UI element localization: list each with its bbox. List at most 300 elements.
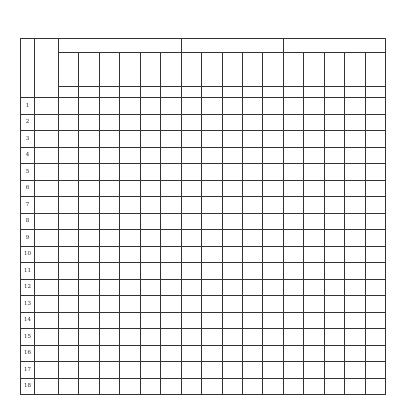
table-cell bbox=[120, 345, 140, 362]
table-cell bbox=[99, 362, 119, 379]
table-cell bbox=[345, 246, 365, 263]
table-cell bbox=[59, 263, 79, 280]
table-cell bbox=[324, 98, 344, 115]
table-cell bbox=[79, 246, 99, 263]
table-cell bbox=[99, 230, 119, 247]
row-name bbox=[35, 147, 59, 164]
row-name bbox=[35, 312, 59, 329]
table-cell bbox=[242, 246, 262, 263]
table-cell bbox=[283, 213, 303, 230]
row-name bbox=[35, 345, 59, 362]
table-cell bbox=[79, 164, 99, 181]
row-name bbox=[35, 98, 59, 115]
header-column-row bbox=[21, 53, 386, 87]
table-cell bbox=[283, 180, 303, 197]
row-number: 6 bbox=[21, 180, 35, 197]
table-cell bbox=[324, 180, 344, 197]
table-cell bbox=[263, 98, 283, 115]
header-group bbox=[181, 39, 283, 53]
row-number: 9 bbox=[21, 230, 35, 247]
table-cell bbox=[161, 329, 181, 346]
table-cell bbox=[345, 263, 365, 280]
table-row bbox=[21, 147, 386, 164]
table-cell bbox=[365, 345, 385, 362]
table-cell bbox=[202, 263, 222, 280]
table-cell bbox=[222, 329, 242, 346]
table-cell bbox=[99, 197, 119, 214]
table-cell bbox=[283, 329, 303, 346]
table-row bbox=[21, 362, 386, 379]
table-cell bbox=[161, 378, 181, 395]
table-cell bbox=[324, 213, 344, 230]
column-unit bbox=[324, 87, 344, 98]
table-row bbox=[21, 378, 386, 395]
table-cell bbox=[181, 147, 201, 164]
table-cell bbox=[242, 164, 262, 181]
table-cell bbox=[161, 98, 181, 115]
row-number: 11 bbox=[21, 263, 35, 280]
table-cell bbox=[161, 230, 181, 247]
table-cell bbox=[242, 197, 262, 214]
table-cell bbox=[242, 98, 262, 115]
table-cell bbox=[181, 180, 201, 197]
table-cell bbox=[181, 378, 201, 395]
table-cell bbox=[79, 263, 99, 280]
table-cell bbox=[345, 230, 365, 247]
column-header bbox=[345, 53, 365, 87]
table-cell bbox=[202, 312, 222, 329]
table-cell bbox=[120, 279, 140, 296]
header-number bbox=[21, 39, 35, 98]
table-cell bbox=[202, 296, 222, 313]
table-cell bbox=[304, 98, 324, 115]
table-cell bbox=[263, 197, 283, 214]
table-cell bbox=[99, 345, 119, 362]
table-cell bbox=[283, 114, 303, 131]
table-cell bbox=[140, 147, 160, 164]
table-cell bbox=[345, 296, 365, 313]
header-group bbox=[59, 39, 182, 53]
table-cell bbox=[99, 329, 119, 346]
table-cell bbox=[283, 230, 303, 247]
table-cell bbox=[202, 246, 222, 263]
table-cell bbox=[365, 180, 385, 197]
table-row bbox=[21, 263, 386, 280]
column-unit bbox=[202, 87, 222, 98]
table-cell bbox=[324, 114, 344, 131]
column-unit bbox=[99, 87, 119, 98]
table-cell bbox=[181, 213, 201, 230]
table-cell bbox=[181, 164, 201, 181]
row-name bbox=[35, 362, 59, 379]
table-cell bbox=[365, 230, 385, 247]
table-cell bbox=[59, 246, 79, 263]
table-row bbox=[21, 180, 386, 197]
table-cell bbox=[181, 131, 201, 148]
table-cell bbox=[222, 345, 242, 362]
row-name bbox=[35, 296, 59, 313]
table-cell bbox=[79, 362, 99, 379]
table-cell bbox=[99, 263, 119, 280]
table-cell bbox=[140, 164, 160, 181]
table-cell bbox=[140, 180, 160, 197]
table-row bbox=[21, 131, 386, 148]
column-header bbox=[324, 53, 344, 87]
table-cell bbox=[99, 296, 119, 313]
table-cell bbox=[161, 147, 181, 164]
column-header bbox=[140, 53, 160, 87]
table-cell bbox=[365, 329, 385, 346]
table-cell bbox=[202, 362, 222, 379]
table-cell bbox=[283, 296, 303, 313]
table-cell bbox=[181, 230, 201, 247]
table-cell bbox=[140, 131, 160, 148]
table-cell bbox=[140, 114, 160, 131]
table-cell bbox=[304, 180, 324, 197]
table-cell bbox=[202, 378, 222, 395]
row-name bbox=[35, 230, 59, 247]
row-name bbox=[35, 246, 59, 263]
table-cell bbox=[263, 230, 283, 247]
table-row bbox=[21, 164, 386, 181]
table-cell bbox=[181, 114, 201, 131]
table-cell bbox=[202, 329, 222, 346]
table-cell bbox=[324, 131, 344, 148]
table-cell bbox=[324, 197, 344, 214]
table-cell bbox=[59, 164, 79, 181]
row-name bbox=[35, 378, 59, 395]
row-number: 2 bbox=[21, 114, 35, 131]
row-name bbox=[35, 180, 59, 197]
table-cell bbox=[304, 378, 324, 395]
column-unit bbox=[242, 87, 262, 98]
table-cell bbox=[140, 246, 160, 263]
table-cell bbox=[59, 312, 79, 329]
table-cell bbox=[304, 263, 324, 280]
table-cell bbox=[161, 279, 181, 296]
column-header bbox=[79, 53, 99, 87]
table-cell bbox=[79, 131, 99, 148]
table-cell bbox=[120, 147, 140, 164]
table-cell bbox=[120, 378, 140, 395]
table-cell bbox=[365, 131, 385, 148]
table-body bbox=[21, 98, 386, 395]
table-cell bbox=[263, 263, 283, 280]
table-cell bbox=[161, 312, 181, 329]
row-name bbox=[35, 279, 59, 296]
table-row bbox=[21, 213, 386, 230]
table-cell bbox=[140, 213, 160, 230]
table-cell bbox=[59, 279, 79, 296]
table-cell bbox=[304, 131, 324, 148]
table-cell bbox=[263, 246, 283, 263]
table-cell bbox=[120, 246, 140, 263]
table-cell bbox=[242, 230, 262, 247]
table-cell bbox=[222, 114, 242, 131]
row-number: 16 bbox=[21, 345, 35, 362]
table-cell bbox=[345, 98, 365, 115]
table-cell bbox=[120, 197, 140, 214]
column-unit bbox=[365, 87, 385, 98]
table-cell bbox=[324, 362, 344, 379]
table-cell bbox=[242, 279, 262, 296]
table-cell bbox=[345, 197, 365, 214]
column-header bbox=[181, 53, 201, 87]
table-cell bbox=[202, 98, 222, 115]
table-cell bbox=[263, 378, 283, 395]
table-cell bbox=[181, 263, 201, 280]
row-name bbox=[35, 213, 59, 230]
row-number: 12 bbox=[21, 279, 35, 296]
table-cell bbox=[181, 362, 201, 379]
table-cell bbox=[222, 263, 242, 280]
table-row bbox=[21, 345, 386, 362]
table-cell bbox=[365, 279, 385, 296]
table-cell bbox=[79, 296, 99, 313]
table-cell bbox=[202, 164, 222, 181]
table-cell bbox=[222, 312, 242, 329]
table-cell bbox=[161, 164, 181, 181]
table-cell bbox=[59, 362, 79, 379]
table-cell bbox=[324, 345, 344, 362]
table-cell bbox=[304, 362, 324, 379]
table-cell bbox=[202, 131, 222, 148]
table-cell bbox=[120, 164, 140, 181]
table-cell bbox=[324, 147, 344, 164]
table-cell bbox=[345, 312, 365, 329]
table-cell bbox=[222, 296, 242, 313]
table-cell bbox=[79, 329, 99, 346]
table-cell bbox=[222, 147, 242, 164]
row-name bbox=[35, 131, 59, 148]
table-cell bbox=[99, 147, 119, 164]
table-cell bbox=[304, 329, 324, 346]
table-cell bbox=[263, 180, 283, 197]
table-cell bbox=[222, 213, 242, 230]
table-cell bbox=[59, 213, 79, 230]
table-cell bbox=[263, 131, 283, 148]
table-cell bbox=[181, 312, 201, 329]
table-cell bbox=[181, 279, 201, 296]
table-cell bbox=[59, 230, 79, 247]
table-cell bbox=[181, 246, 201, 263]
table-cell bbox=[140, 345, 160, 362]
table-cell bbox=[304, 246, 324, 263]
table-cell bbox=[304, 230, 324, 247]
table-cell bbox=[59, 378, 79, 395]
column-unit bbox=[222, 87, 242, 98]
table-cell bbox=[365, 114, 385, 131]
table-cell bbox=[283, 246, 303, 263]
table-cell bbox=[99, 378, 119, 395]
row-number: 4 bbox=[21, 147, 35, 164]
table-cell bbox=[161, 213, 181, 230]
table-cell bbox=[263, 164, 283, 181]
table-cell bbox=[345, 131, 365, 148]
table-cell bbox=[79, 312, 99, 329]
table-cell bbox=[263, 114, 283, 131]
table-cell bbox=[222, 180, 242, 197]
table-cell bbox=[345, 147, 365, 164]
column-unit bbox=[283, 87, 303, 98]
table-cell bbox=[120, 296, 140, 313]
table-cell bbox=[99, 98, 119, 115]
table-cell bbox=[120, 213, 140, 230]
table-cell bbox=[324, 378, 344, 395]
column-unit bbox=[345, 87, 365, 98]
table-cell bbox=[283, 378, 303, 395]
table-cell bbox=[242, 114, 262, 131]
row-name bbox=[35, 114, 59, 131]
table-cell bbox=[120, 312, 140, 329]
column-unit bbox=[59, 87, 79, 98]
table-row bbox=[21, 329, 386, 346]
table-cell bbox=[59, 180, 79, 197]
table-cell bbox=[263, 312, 283, 329]
row-name bbox=[35, 329, 59, 346]
row-number: 18 bbox=[21, 378, 35, 395]
row-number: 1 bbox=[21, 98, 35, 115]
column-unit bbox=[79, 87, 99, 98]
table-cell bbox=[79, 345, 99, 362]
table-cell bbox=[304, 296, 324, 313]
table-cell bbox=[79, 213, 99, 230]
table-cell bbox=[59, 131, 79, 148]
row-name bbox=[35, 197, 59, 214]
table-cell bbox=[263, 329, 283, 346]
table-cell bbox=[140, 296, 160, 313]
column-unit bbox=[140, 87, 160, 98]
table-cell bbox=[140, 98, 160, 115]
table-cell bbox=[140, 329, 160, 346]
table-cell bbox=[202, 279, 222, 296]
table-cell bbox=[283, 164, 303, 181]
table-cell bbox=[242, 378, 262, 395]
header-group-row bbox=[21, 39, 386, 53]
table-cell bbox=[222, 197, 242, 214]
table-cell bbox=[161, 114, 181, 131]
table-cell bbox=[202, 345, 222, 362]
row-number: 10 bbox=[21, 246, 35, 263]
table-cell bbox=[140, 312, 160, 329]
table-cell bbox=[304, 345, 324, 362]
column-header bbox=[120, 53, 140, 87]
table-cell bbox=[263, 345, 283, 362]
table-cell bbox=[161, 131, 181, 148]
table-cell bbox=[79, 98, 99, 115]
row-number: 15 bbox=[21, 329, 35, 346]
table-cell bbox=[242, 213, 262, 230]
table-title bbox=[0, 22, 400, 36]
table-cell bbox=[99, 180, 119, 197]
table-cell bbox=[161, 197, 181, 214]
table-cell bbox=[99, 164, 119, 181]
table-cell bbox=[79, 197, 99, 214]
table-cell bbox=[304, 197, 324, 214]
table-cell bbox=[242, 345, 262, 362]
table-cell bbox=[365, 147, 385, 164]
table-cell bbox=[79, 230, 99, 247]
table-cell bbox=[324, 246, 344, 263]
table-row bbox=[21, 296, 386, 313]
table-row bbox=[21, 114, 386, 131]
table-cell bbox=[99, 246, 119, 263]
table-cell bbox=[365, 362, 385, 379]
table-cell bbox=[99, 131, 119, 148]
table-cell bbox=[99, 312, 119, 329]
table-cell bbox=[263, 213, 283, 230]
table-cell bbox=[222, 378, 242, 395]
table-cell bbox=[324, 164, 344, 181]
table-cell bbox=[181, 345, 201, 362]
table-cell bbox=[79, 279, 99, 296]
row-number: 3 bbox=[21, 131, 35, 148]
table-cell bbox=[324, 230, 344, 247]
column-header bbox=[202, 53, 222, 87]
table-cell bbox=[120, 114, 140, 131]
table-cell bbox=[365, 296, 385, 313]
table-cell bbox=[79, 378, 99, 395]
column-header bbox=[283, 53, 303, 87]
table-row bbox=[21, 98, 386, 115]
table-cell bbox=[283, 131, 303, 148]
row-number: 14 bbox=[21, 312, 35, 329]
table-cell bbox=[161, 296, 181, 313]
column-header bbox=[304, 53, 324, 87]
table-cell bbox=[222, 246, 242, 263]
column-header bbox=[59, 53, 79, 87]
table-cell bbox=[283, 263, 303, 280]
table-cell bbox=[345, 114, 365, 131]
table-cell bbox=[202, 230, 222, 247]
table-cell bbox=[365, 98, 385, 115]
column-unit bbox=[120, 87, 140, 98]
table-cell bbox=[99, 279, 119, 296]
table-cell bbox=[283, 345, 303, 362]
column-unit bbox=[181, 87, 201, 98]
table-cell bbox=[202, 147, 222, 164]
table-cell bbox=[365, 263, 385, 280]
table-cell bbox=[161, 263, 181, 280]
table-cell bbox=[181, 329, 201, 346]
table-cell bbox=[222, 362, 242, 379]
table-cell bbox=[365, 213, 385, 230]
table-cell bbox=[181, 98, 201, 115]
table-row bbox=[21, 197, 386, 214]
table-cell bbox=[140, 279, 160, 296]
table-cell bbox=[345, 345, 365, 362]
table-cell bbox=[181, 197, 201, 214]
row-name bbox=[35, 263, 59, 280]
table-cell bbox=[59, 197, 79, 214]
table-cell bbox=[99, 213, 119, 230]
column-header bbox=[242, 53, 262, 87]
header-group bbox=[283, 39, 385, 53]
table-cell bbox=[365, 164, 385, 181]
table-cell bbox=[120, 131, 140, 148]
table-cell bbox=[263, 296, 283, 313]
row-number: 13 bbox=[21, 296, 35, 313]
table-cell bbox=[283, 362, 303, 379]
table-cell bbox=[59, 98, 79, 115]
table-row bbox=[21, 279, 386, 296]
row-number: 8 bbox=[21, 213, 35, 230]
header-unit-row bbox=[21, 87, 386, 98]
column-header bbox=[99, 53, 119, 87]
table-cell bbox=[283, 98, 303, 115]
table-cell bbox=[365, 312, 385, 329]
table-cell bbox=[120, 180, 140, 197]
